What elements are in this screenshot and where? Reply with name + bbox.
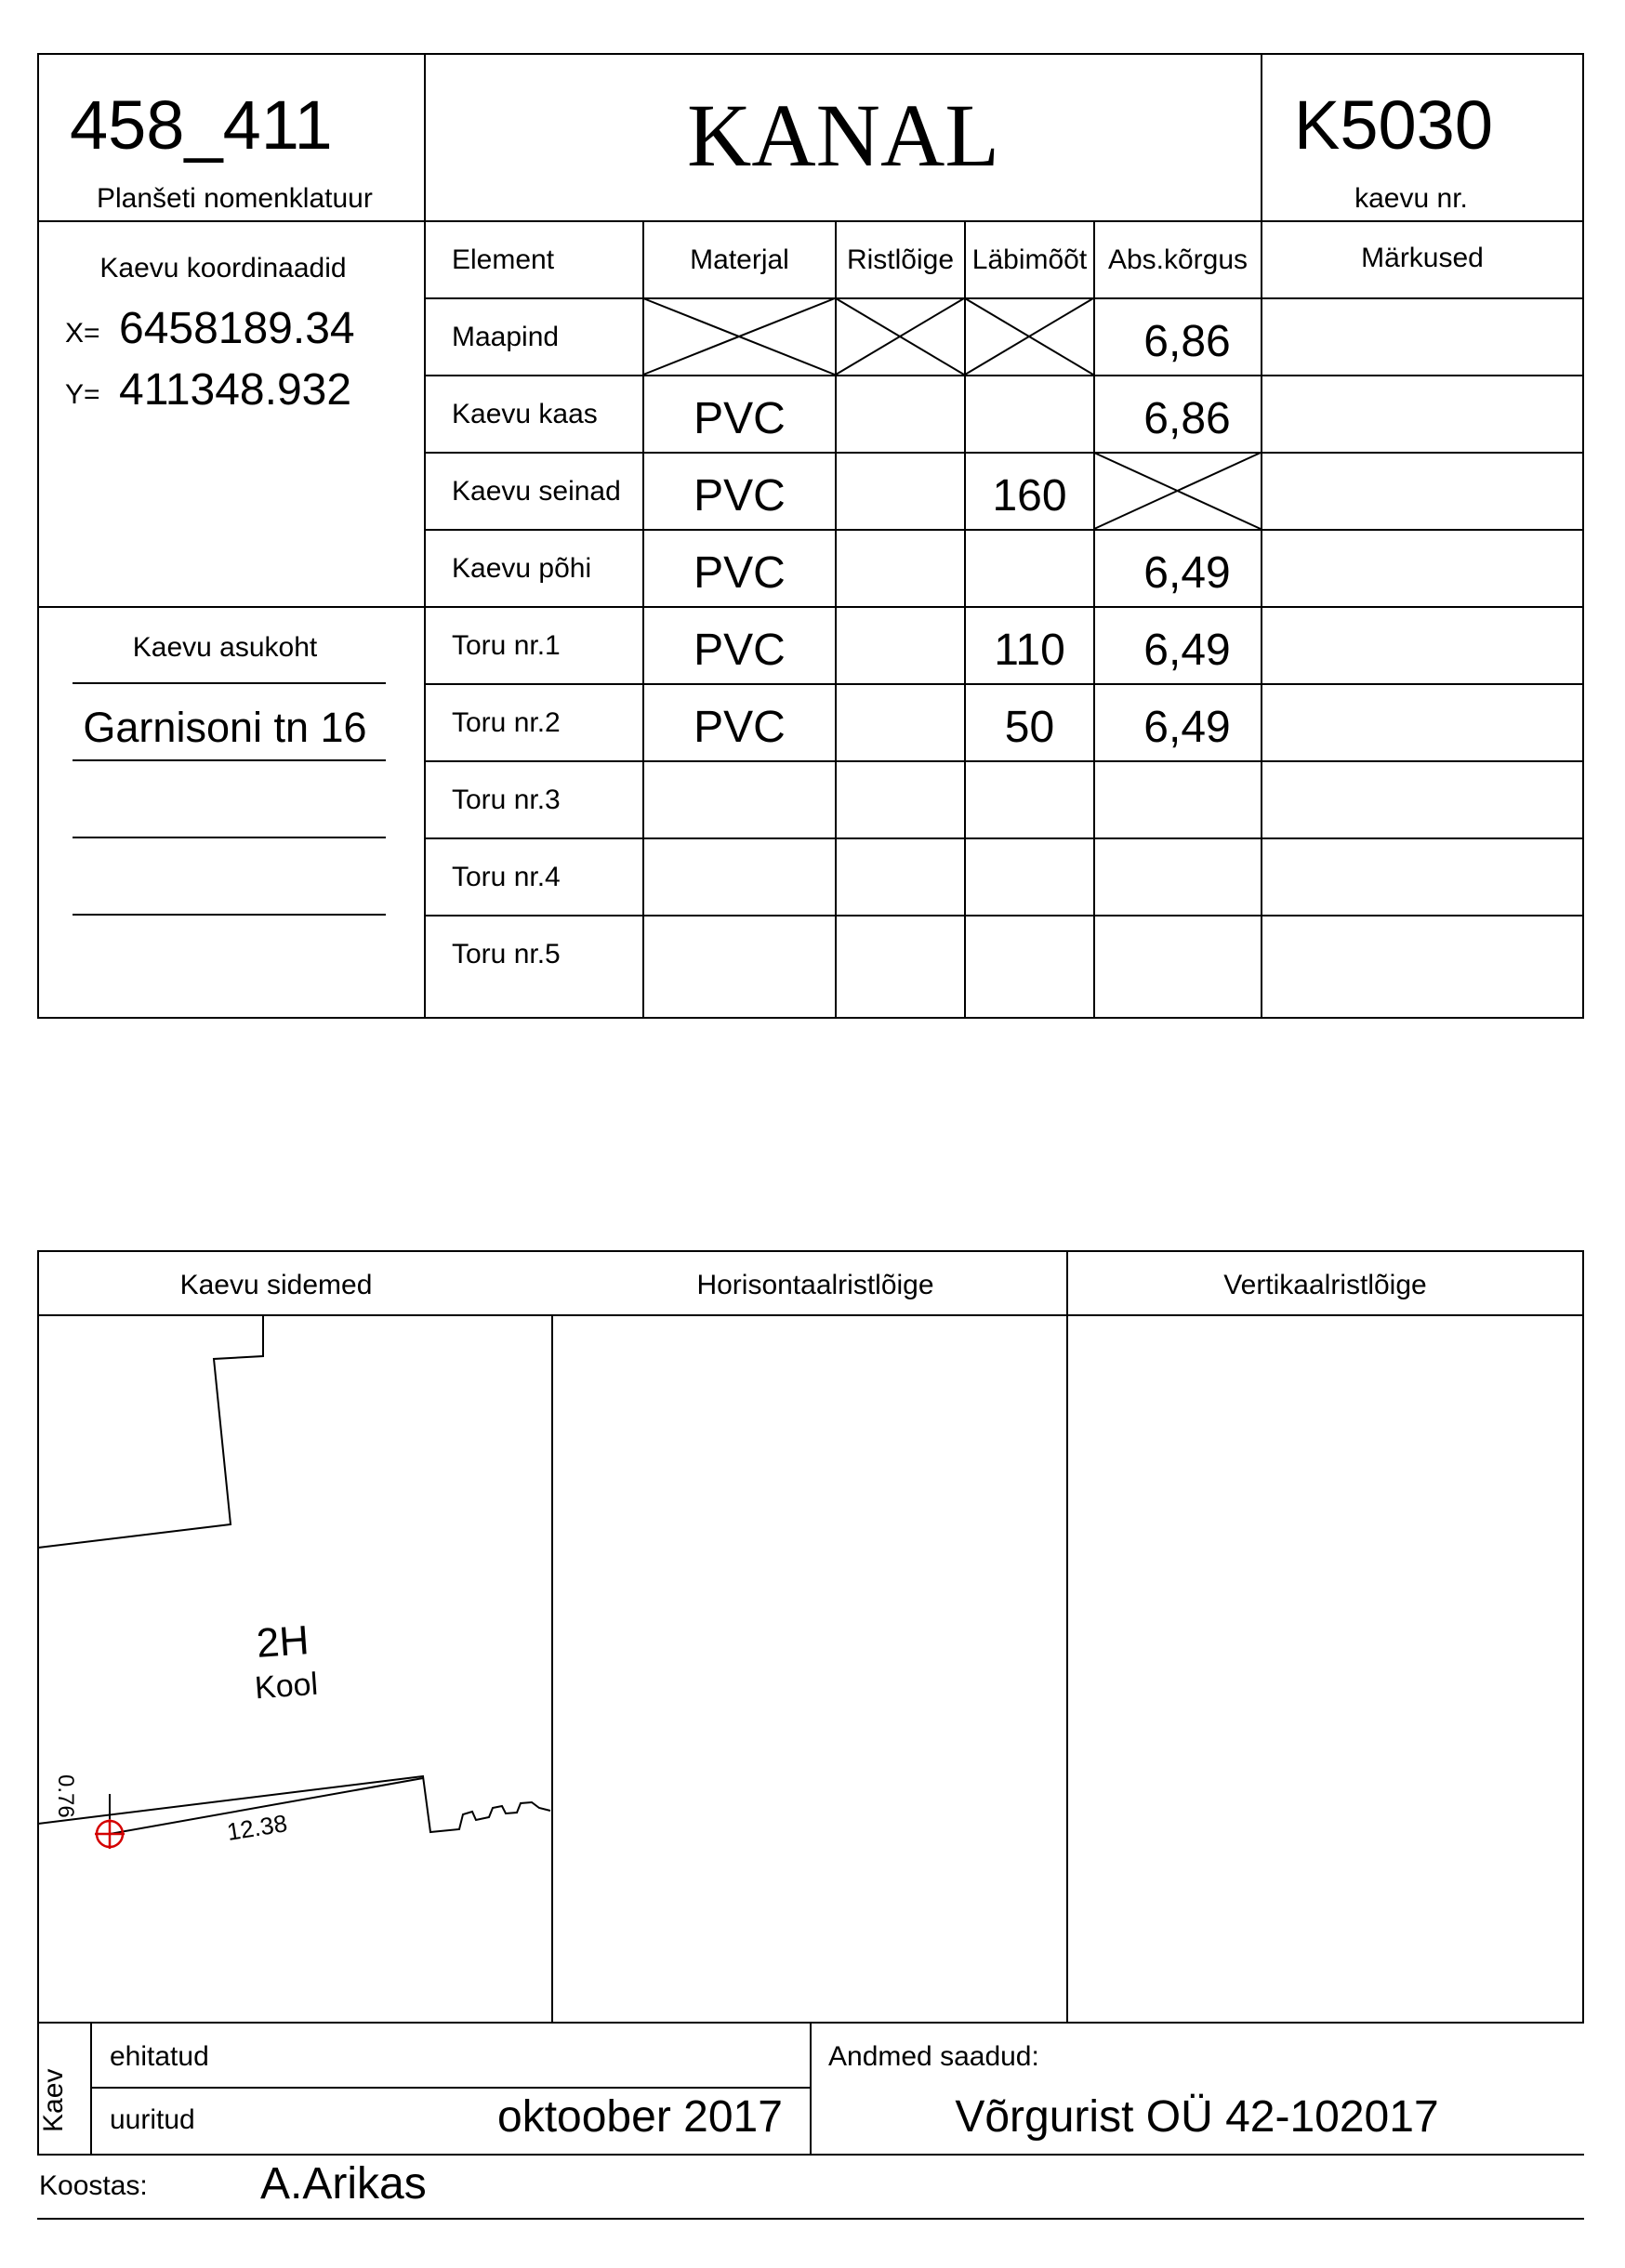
sketch-title-horizontal: Horisontaalristlõige [696,1270,934,1300]
footer-surveyed-date: oktoober 2017 [497,2092,783,2142]
footer-author-label: Koostas: [39,2170,148,2201]
row-material: PVC [694,394,786,443]
row-diameter: 160 [992,471,1067,521]
x-coordinate-label: X= [65,318,100,349]
row-elevation: 6,49 [1143,548,1231,598]
footer-source-value: Võrgurist OÜ 42-102017 [955,2092,1439,2142]
sketch-title-vertical: Vertikaalristlõige [1223,1270,1427,1300]
x-coordinate-value: 6458189.34 [119,304,355,353]
row-element: Toru nr.1 [452,630,561,661]
row-element: Kaevu seinad [452,476,621,507]
footer-built-label: ehitatud [110,2041,209,2072]
column-header-diameter: Läbimõõt [971,244,1088,275]
column-header-element: Element [452,244,555,275]
row-material: PVC [694,471,786,521]
row-material: PVC [694,548,786,598]
sketch-title-connections: Kaevu sidemed [179,1270,373,1300]
well-number-label: kaevu nr. [1354,183,1468,214]
location-label: Kaevu asukoht [132,632,318,663]
row-element: Toru nr.5 [452,939,561,969]
building-code: 2H [255,1617,310,1667]
column-header-notes: Märkused [1361,243,1484,273]
well-number: K5030 [1294,86,1493,164]
row-element: Maapind [452,322,560,352]
distance-label-1: 0.76 [53,1774,78,1818]
row-element: Toru nr.4 [452,862,561,892]
row-diameter: 50 [1004,703,1055,752]
column-header-cross-section: Ristlõige [846,244,955,275]
row-material: PVC [694,626,786,675]
row-elevation: 6,86 [1143,394,1231,443]
row-elevation: 6,49 [1143,626,1231,675]
row-element: Kaevu põhi [452,553,592,584]
y-coordinate-value: 411348.932 [119,365,352,415]
distance-label-2: 12.38 [224,1809,289,1846]
building-name: Kool [253,1666,320,1707]
well-marker-icon [95,1819,125,1849]
footer-surveyed-label: uuritud [110,2104,195,2135]
row-material: PVC [694,703,786,752]
y-coordinate-label: Y= [65,379,100,410]
column-header-elevation: Abs.kõrgus [1107,244,1248,275]
sheet-number: 458_411 [70,86,333,164]
column-header-material: Materjal [690,244,789,275]
row-element: Toru nr.2 [452,707,561,738]
footer-author-value: A.Arikas [260,2159,427,2209]
row-diameter: 110 [994,626,1065,675]
row-element: Kaevu kaas [452,399,598,429]
coordinates-label: Kaevu koordinaadid [99,253,347,284]
row-element: Toru nr.3 [452,785,561,815]
row-elevation: 6,49 [1143,703,1231,752]
row-elevation: 6,86 [1143,317,1231,366]
footer-source-label: Andmed saadud: [828,2041,1039,2072]
footer-side-label: Kaev [38,2068,69,2132]
form-title: KANAL [687,86,999,185]
sheet-number-label: Planšeti nomenklatuur [97,183,373,214]
location-address: Garnisoni tn 16 [83,704,367,751]
